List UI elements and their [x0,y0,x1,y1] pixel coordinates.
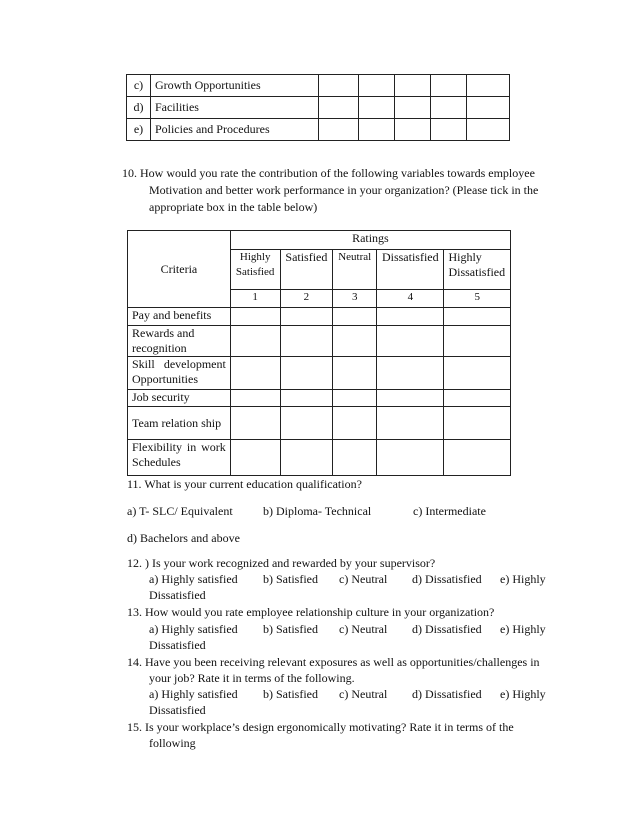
q14-option-e: e) Highly [500,687,546,701]
q11-option-d: d) Bachelors and above [127,531,240,545]
criteria-label: Rewards and recognition [128,326,231,357]
q13-option-a: a) Highly satisfied [149,622,238,636]
col-label-highly-satisfied: Highly Satisfied [230,250,280,290]
rating-cell[interactable] [333,390,377,407]
col-number: 1 [230,290,280,308]
rating-cell[interactable] [377,357,444,390]
rating-cell[interactable] [444,440,511,476]
q11-option-b: b) Diploma- Technical [263,504,372,518]
rating-cell[interactable] [395,97,431,119]
rating-cell[interactable] [359,75,395,97]
q11-option-a: a) T- SLC/ Equivalent [127,504,233,518]
q14-line1: 14. Have you been receiving relevant exposures as well as opportunities/challenges in [127,655,540,669]
q12-option-d: d) Dissatisfied [412,572,482,586]
q10-line3: appropriate box in the table below) [149,200,318,214]
row-letter: c) [127,75,151,97]
rating-cell[interactable] [377,407,444,440]
rating-cell[interactable] [359,119,395,141]
rating-cell[interactable] [467,97,510,119]
rating-cell[interactable] [333,326,377,357]
q15-line1: 15. Is your workplace’s design ergonomically motivating? Rate it in terms of the [127,720,514,734]
col-number: 3 [333,290,377,308]
row-label: Growth Opportunities [150,75,318,97]
rating-cell[interactable] [444,407,511,440]
rating-cell[interactable] [318,97,359,119]
q13-question: 13. How would you rate employee relationship culture in your organization? [127,605,495,619]
q13-option-d: d) Dissatisfied [412,622,482,636]
table-row [128,326,511,357]
q14-option-b: b) Satisfied [263,687,318,701]
criteria-header: Criteria [128,231,231,308]
rating-cell[interactable] [230,407,280,440]
rating-cell[interactable] [377,308,444,326]
rating-cell[interactable] [318,75,359,97]
ratings-header: Ratings [230,231,510,250]
col-label-dissatisfied: Dissatisfied [377,250,444,290]
rating-cell[interactable] [444,308,511,326]
rating-cell[interactable] [230,326,280,357]
rating-cell[interactable] [333,308,377,326]
rating-cell[interactable] [377,326,444,357]
col-number: 4 [377,290,444,308]
row-letter: d) [127,97,151,119]
rating-cell[interactable] [444,357,511,390]
rating-cell[interactable] [444,326,511,357]
rating-cell[interactable] [377,390,444,407]
rating-cell[interactable] [431,119,467,141]
criteria-label: Team relation ship [128,407,231,440]
rating-cell[interactable] [318,119,359,141]
rating-cell[interactable] [280,357,333,390]
q13-option-c: c) Neutral [339,622,388,636]
rating-cell[interactable] [230,390,280,407]
rating-cell[interactable] [333,440,377,476]
col-label-satisfied: Satisfied [280,250,333,290]
q12-option-e: e) Highly [500,572,546,586]
table-row [128,407,511,440]
rating-cell[interactable] [395,75,431,97]
q14-line2: your job? Rate it in terms of the following. [149,671,355,685]
row-letter: e) [127,119,151,141]
motivation-variables-table [127,230,511,476]
table-row [127,97,510,119]
rating-cell[interactable] [395,119,431,141]
q12-option-a: a) Highly satisfied [149,572,238,586]
rating-cell[interactable] [280,440,333,476]
rating-cell[interactable] [280,407,333,440]
q10-line2: Motivation and better work performance in your organization? (Please tick in the [149,183,539,197]
rating-cell[interactable] [333,357,377,390]
table-row [127,119,510,141]
q15-line2: following [149,736,196,750]
q14-option-a: a) Highly satisfied [149,687,238,701]
q13-option-e: e) Highly [500,622,546,636]
rating-cell[interactable] [431,97,467,119]
criteria-label: Flexibility in work Schedules [128,440,231,476]
q14-option-e-cont: Dissatisfied [149,703,206,717]
rating-cell[interactable] [333,407,377,440]
col-number: 2 [280,290,333,308]
criteria-label: Pay and benefits [128,308,231,326]
q12-option-e-cont: Dissatisfied [149,588,206,602]
q12-question: 12. ) Is your work recognized and rewarded by your supervisor? [127,556,436,570]
table-row [128,357,511,390]
q12-option-b: b) Satisfied [263,572,318,586]
rating-cell[interactable] [230,440,280,476]
rating-cell[interactable] [280,308,333,326]
col-label-neutral: Neutral [333,250,377,290]
q13-option-e-cont: Dissatisfied [149,638,206,652]
q13-option-b: b) Satisfied [263,622,318,636]
criteria-label: Job security [128,390,231,407]
rating-cell[interactable] [280,326,333,357]
rating-cell[interactable] [431,75,467,97]
table-row [127,75,510,97]
criteria-label: Skill development Opportunities [128,357,231,390]
row-label: Facilities [150,97,318,119]
rating-cell[interactable] [467,75,510,97]
q14-option-d: d) Dissatisfied [412,687,482,701]
satisfaction-table-continued [126,74,510,141]
col-number: 5 [444,290,511,308]
rating-cell[interactable] [377,440,444,476]
table-row [128,308,511,326]
rating-cell[interactable] [444,390,511,407]
rating-cell[interactable] [230,308,280,326]
q10-line1: 10. How would you rate the contribution of the following variables towards employee [122,166,535,180]
q11-option-c: c) Intermediate [413,504,486,518]
q11-question: 11. What is your current education qualification? [127,477,362,491]
rating-cell[interactable] [467,119,510,141]
col-label-highly-dissatisfied: Highly Dissatisfied [444,250,511,290]
row-label: Policies and Procedures [150,119,318,141]
table-row [128,440,511,476]
rating-cell[interactable] [230,357,280,390]
rating-cell[interactable] [359,97,395,119]
q14-option-c: c) Neutral [339,687,388,701]
table-row [128,390,511,407]
rating-cell[interactable] [280,390,333,407]
q12-option-c: c) Neutral [339,572,388,586]
